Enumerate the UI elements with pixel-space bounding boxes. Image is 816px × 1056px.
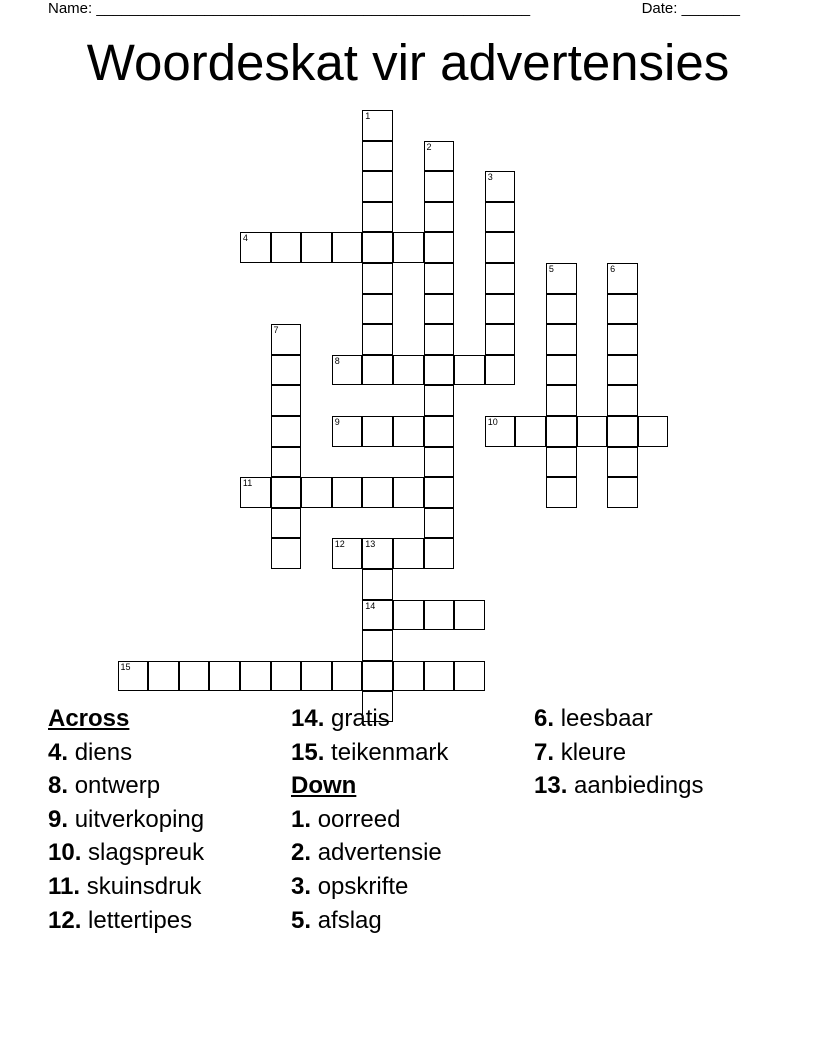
grid-cell[interactable] [424,355,455,386]
grid-cell[interactable] [332,538,363,569]
grid-cell[interactable] [546,324,577,355]
grid-cell[interactable] [424,661,455,692]
grid-cell[interactable] [607,355,638,386]
grid-cell[interactable] [607,477,638,508]
grid-cell[interactable] [362,661,393,692]
grid-cell[interactable] [424,324,455,355]
grid-cell[interactable] [424,385,455,416]
cell-number: 14 [365,600,376,611]
grid-cell[interactable] [485,294,516,325]
clue-across-15: 15. teikenmark [291,738,449,766]
grid-cell[interactable] [424,141,455,172]
grid-cell[interactable] [607,416,638,447]
grid-cell[interactable] [271,355,302,386]
cell-number: 9 [334,417,340,427]
grid-cell[interactable] [271,232,302,263]
grid-cell[interactable] [362,416,393,447]
grid-cell[interactable] [546,385,577,416]
cell-number: 7 [273,325,279,336]
clue-across-4: 4. diens [48,738,133,766]
grid-cell[interactable] [240,232,271,263]
clue-column-3 [534,702,704,803]
grid-cell[interactable] [362,569,393,600]
grid-cell[interactable] [546,294,577,325]
grid-cell[interactable] [362,477,393,508]
clue-down-5: 5. afslag [291,906,382,934]
grid-cell[interactable] [271,385,302,416]
grid-cell[interactable] [546,477,577,508]
grid-cell[interactable] [424,294,455,325]
grid-cell[interactable] [240,477,271,508]
cell-number: 13 [365,539,376,550]
grid-cell[interactable] [607,324,638,355]
grid-cell[interactable] [607,263,638,294]
grid-cell[interactable] [362,630,393,661]
grid-cell[interactable] [332,416,363,447]
grid-cell[interactable] [454,355,485,386]
grid-cell[interactable] [362,141,393,172]
grid-cell[interactable] [271,477,302,508]
grid-cell[interactable] [118,661,149,692]
grid-cell[interactable] [362,538,393,569]
grid-cell[interactable] [485,324,516,355]
clue-down-1: 1. oorreed [291,805,401,833]
grid-cell[interactable] [546,416,577,447]
grid-cell[interactable] [485,355,516,386]
clue-across-8: 8. ontwerp [48,772,161,800]
grid-cell[interactable] [607,385,638,416]
cell-number: 6 [610,264,616,274]
grid-cell[interactable] [393,538,424,569]
grid-cell[interactable] [485,202,516,233]
grid-cell[interactable] [393,355,424,386]
grid-cell[interactable] [485,232,516,263]
grid-cell[interactable] [424,232,455,263]
clue-across-9: 9. uitverkoping [48,805,205,833]
grid-cell[interactable] [209,661,240,692]
cell-number: 12 [334,539,345,550]
cell-number: 10 [487,417,498,427]
grid-cell[interactable] [424,202,455,233]
cell-number: 1 [365,111,371,121]
cell-number: 5 [548,264,554,274]
grid-cell[interactable] [271,447,302,478]
clue-down-6: 6. leesbaar [534,705,653,732]
across-heading: Across [48,705,130,732]
cell-number: 8 [334,355,340,366]
grid-cell[interactable] [638,416,669,447]
grid-cell[interactable] [424,263,455,294]
grid-cell[interactable] [515,416,546,447]
grid-cell[interactable] [301,232,332,263]
clue-down-13: 13. aanbiedings [534,772,704,800]
page-title: Woordeskat vir advertensies [86,34,730,91]
grid-cell[interactable] [362,294,393,325]
grid-cell[interactable] [546,355,577,386]
grid-cell[interactable] [362,232,393,263]
cell-number: 11 [242,478,253,489]
grid-cell[interactable] [577,416,608,447]
grid-cell[interactable] [485,171,516,202]
down-heading: Down [291,772,357,800]
clue-across-12: 12. lettertipes [48,906,193,934]
grid-cell[interactable] [393,661,424,692]
grid-cell[interactable] [546,263,577,294]
clue-across-11: 11. skuinsdruk [48,872,202,900]
name-field-label: Name: ____________________________________________________ [48,0,531,17]
clue-across-14: 14. gratis [291,705,390,732]
grid-cell[interactable] [424,447,455,478]
clue-down-7: 7. kleure [534,738,627,766]
grid-cell[interactable] [393,232,424,263]
clue-column-1 [48,702,204,937]
grid-cell[interactable] [271,508,302,539]
grid-cell[interactable] [424,171,455,202]
grid-cell[interactable] [240,661,271,692]
grid-cell[interactable] [271,324,302,355]
grid-cell[interactable] [271,538,302,569]
grid-cell[interactable] [454,600,485,631]
grid-cell[interactable] [301,477,332,508]
grid-cell[interactable] [424,416,455,447]
clue-down-3: 3. opskrifte [291,872,409,900]
grid-cell[interactable] [362,202,393,233]
grid-cell[interactable] [362,263,393,294]
grid-cell[interactable] [607,447,638,478]
grid-cell[interactable] [454,661,485,692]
grid-cell[interactable] [485,416,516,447]
date-field-label: Date: _______ [641,0,740,17]
grid-cell[interactable] [179,661,210,692]
grid-cell[interactable] [362,110,393,141]
clue-across-10: 10. slagspreuk [48,839,205,867]
grid-cell[interactable] [362,324,393,355]
cell-number: 2 [426,141,432,152]
clue-down-2: 2. advertensie [291,839,442,867]
grid-cell[interactable] [148,661,179,692]
grid-cell[interactable] [332,232,363,263]
cell-number: 3 [487,172,493,183]
grid-cell[interactable] [607,294,638,325]
grid-cell[interactable] [362,355,393,386]
grid-cell[interactable] [546,447,577,478]
grid-cell[interactable] [332,477,363,508]
grid-cell[interactable] [424,477,455,508]
grid-cell[interactable] [393,477,424,508]
grid-cell[interactable] [393,600,424,631]
grid-cell[interactable] [271,661,302,692]
grid-cell[interactable] [332,661,363,692]
grid-cell[interactable] [424,508,455,539]
grid-cell[interactable] [485,263,516,294]
clue-column-2 [291,702,448,937]
grid-cell[interactable] [362,600,393,631]
cell-number: 4 [242,233,248,244]
grid-cell[interactable] [393,416,424,447]
grid-cell[interactable] [424,538,455,569]
grid-cell[interactable] [301,661,332,692]
grid-cell[interactable] [362,171,393,202]
grid-cell[interactable] [332,355,363,386]
grid-cell[interactable] [271,416,302,447]
cell-number: 15 [120,661,131,672]
grid-cell[interactable] [424,600,455,631]
